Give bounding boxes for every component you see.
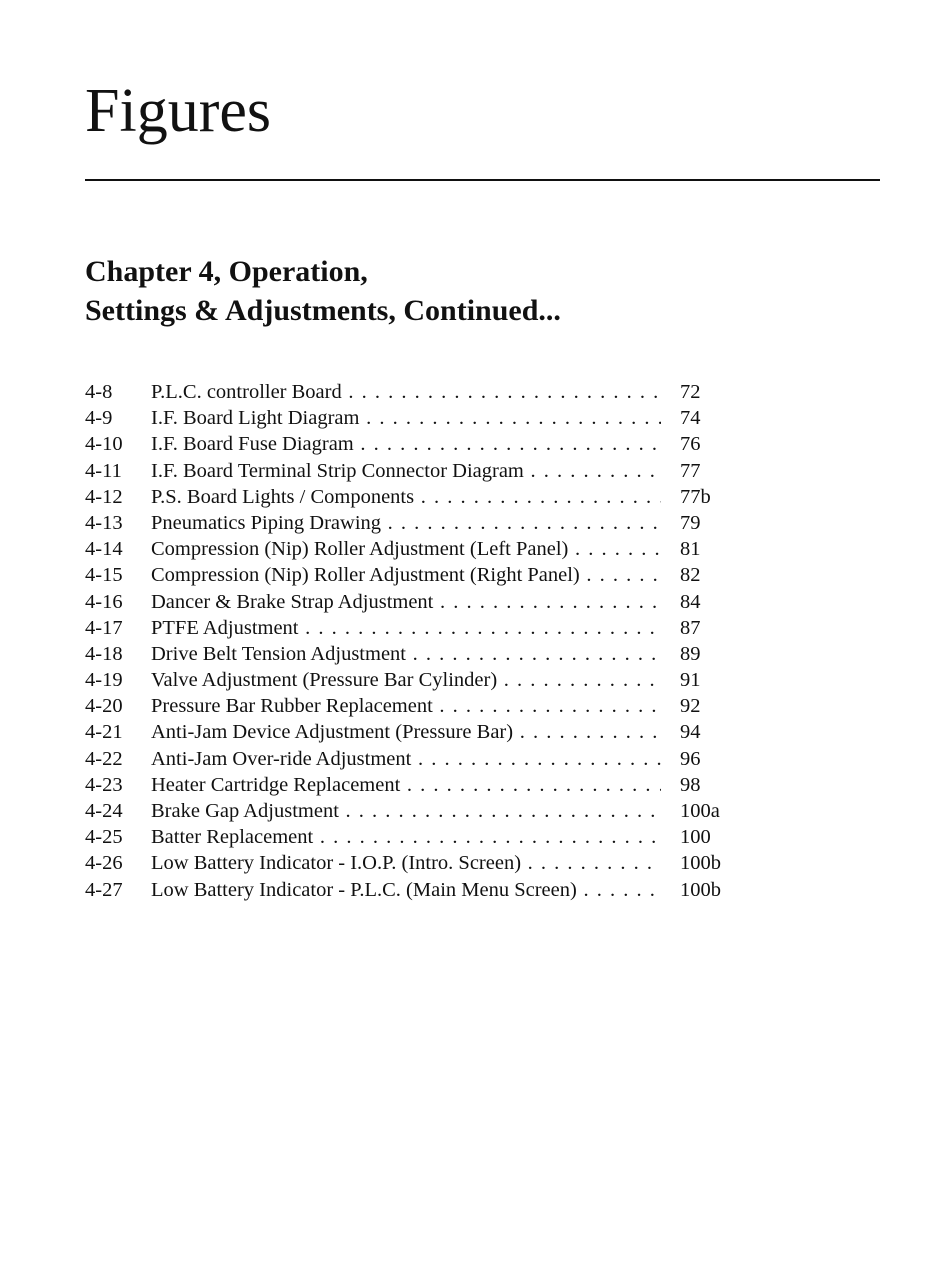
figure-number: 4-15 bbox=[85, 564, 123, 587]
figure-number: 4-18 bbox=[85, 642, 123, 665]
figure-page-number: 77b bbox=[680, 485, 711, 508]
figure-title: I.F. Board Terminal Strip Connector Diagram . . . bbox=[151, 458, 661, 484]
figure-number: 4-27 bbox=[85, 878, 123, 901]
chapter-heading-line-1: Chapter 4, Operation, bbox=[85, 255, 368, 288]
figure-number: 4-25 bbox=[85, 826, 123, 849]
figure-list-item bbox=[85, 431, 765, 457]
figure-list-item bbox=[85, 536, 765, 562]
figure-number: 4-24 bbox=[85, 800, 123, 822]
figure-page-number: 89 bbox=[680, 642, 701, 665]
figure-page-number: 76 bbox=[680, 433, 701, 456]
figure-page-number: 100b bbox=[680, 878, 721, 901]
figure-list-item bbox=[85, 484, 765, 510]
figure-page-number: 96 bbox=[680, 747, 701, 770]
figure-list-item bbox=[85, 746, 765, 772]
figure-list-item bbox=[85, 877, 765, 903]
figure-title: Pressure Bar Rubber Replacement . . . bbox=[151, 693, 661, 719]
figure-number: 4-19 bbox=[85, 669, 123, 692]
figure-title: P.S. Board Lights / Components . . . bbox=[151, 484, 661, 510]
figure-page-number: 81 bbox=[680, 538, 701, 561]
figure-list-item bbox=[85, 458, 765, 484]
figure-page-number: 92 bbox=[680, 695, 701, 718]
figure-title: I.F. Board Fuse Diagram . . . bbox=[151, 431, 661, 457]
figure-list-item bbox=[85, 615, 765, 641]
figure-number: 4-17 bbox=[85, 616, 123, 639]
figure-title: Heater Cartridge Replacement . . . bbox=[151, 772, 661, 798]
figure-title: Anti-Jam Over-ride Adjustment . . . bbox=[151, 746, 661, 772]
figure-list-item bbox=[85, 379, 765, 405]
chapter-heading-line-2: Settings & Adjustments, Continued... bbox=[85, 294, 561, 327]
figure-list-item bbox=[85, 405, 765, 431]
figure-page-number: 82 bbox=[680, 564, 701, 587]
figure-title: Anti-Jam Device Adjustment (Pressure Bar) . . . bbox=[151, 719, 661, 745]
figure-number: 4-11 bbox=[85, 459, 122, 482]
figure-list-item bbox=[85, 667, 765, 693]
figure-page-number: 74 bbox=[680, 407, 701, 430]
figure-title: Drive Belt Tension Adjustment . . . bbox=[151, 641, 661, 667]
figure-list-item bbox=[85, 641, 765, 667]
figure-number: 4-16 bbox=[85, 590, 123, 613]
figure-list-item bbox=[85, 798, 765, 824]
figure-number: 4-8 bbox=[85, 381, 113, 403]
figure-title: P.L.C. controller Board . . . bbox=[151, 379, 661, 405]
page-title: Figures bbox=[85, 77, 271, 145]
figure-number: 4-26 bbox=[85, 852, 123, 875]
figure-list-item bbox=[85, 562, 765, 588]
figure-title: Compression (Nip) Roller Adjustment (Right Panel) . . . bbox=[151, 562, 661, 588]
figure-page-number: 79 bbox=[680, 511, 701, 534]
figure-number: 4-23 bbox=[85, 773, 123, 796]
figure-page-number: 100b bbox=[680, 852, 721, 875]
figure-title: Pneumatics Piping Drawing . . . bbox=[151, 510, 661, 536]
figure-page-number: 94 bbox=[680, 721, 701, 744]
figure-list-item bbox=[85, 719, 765, 745]
figure-list-item bbox=[85, 850, 765, 876]
figure-list-item bbox=[85, 510, 765, 536]
figure-title: Compression (Nip) Roller Adjustment (Left Panel) . . . bbox=[151, 536, 661, 562]
figure-list-item bbox=[85, 589, 765, 615]
figure-title: I.F. Board Light Diagram . . . bbox=[151, 405, 661, 431]
figure-page-number: 98 bbox=[680, 773, 701, 796]
figure-title: Brake Gap Adjustment . . . bbox=[151, 798, 661, 824]
figure-page-number: 100 bbox=[680, 826, 711, 849]
figure-number: 4-13 bbox=[85, 511, 123, 534]
figure-number: 4-10 bbox=[85, 433, 123, 456]
figure-number: 4-22 bbox=[85, 747, 123, 770]
figure-page-number: 100a bbox=[680, 800, 720, 822]
figure-number: 4-12 bbox=[85, 485, 123, 508]
title-divider bbox=[85, 179, 880, 181]
figure-title: Valve Adjustment (Pressure Bar Cylinder) . . . bbox=[151, 667, 661, 693]
chapter-heading bbox=[85, 252, 561, 330]
figure-title: Batter Replacement . . . bbox=[151, 824, 661, 850]
figure-list-item bbox=[85, 693, 765, 719]
figure-number: 4-14 bbox=[85, 538, 123, 561]
figure-title: Dancer & Brake Strap Adjustment . . . bbox=[151, 589, 661, 615]
figure-page-number: 87 bbox=[680, 616, 701, 639]
figure-number: 4-9 bbox=[85, 407, 113, 430]
figure-number: 4-20 bbox=[85, 695, 123, 718]
figure-list bbox=[85, 379, 765, 903]
figure-number: 4-21 bbox=[85, 721, 123, 744]
figure-page-number: 91 bbox=[680, 669, 701, 692]
figure-title: PTFE Adjustment . . . bbox=[151, 615, 661, 641]
figure-page-number: 84 bbox=[680, 590, 701, 613]
figure-list-item bbox=[85, 824, 765, 850]
figure-page-number: 72 bbox=[680, 381, 701, 403]
figure-title: Low Battery Indicator - P.L.C. (Main Menu Screen) . . . bbox=[151, 877, 661, 903]
figure-list-item bbox=[85, 772, 765, 798]
figure-page-number: 77 bbox=[680, 459, 701, 482]
figure-title: Low Battery Indicator - I.O.P. (Intro. Screen) . . . bbox=[151, 850, 661, 876]
